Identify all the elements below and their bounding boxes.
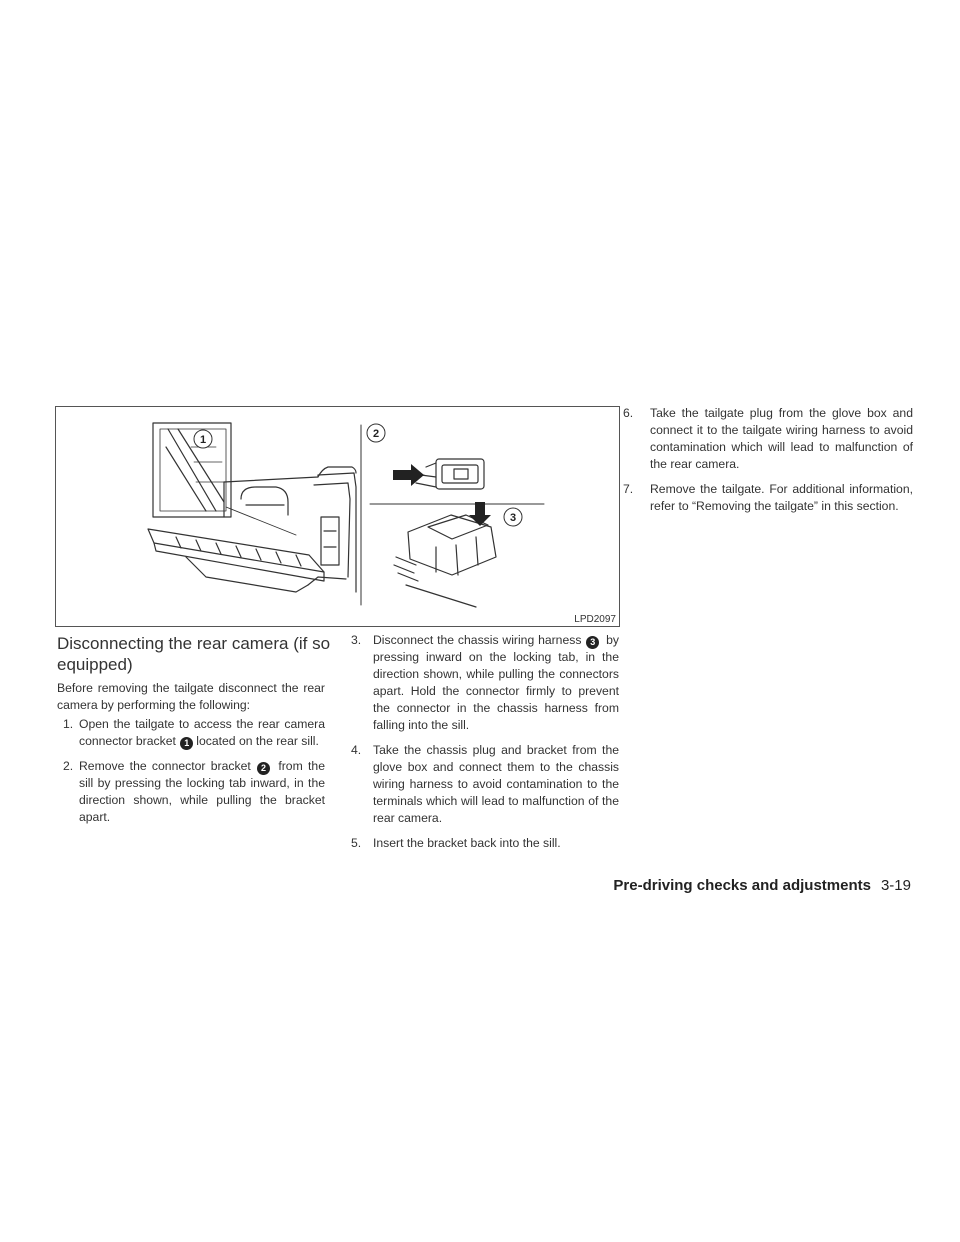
step-3 xyxy=(351,632,619,734)
callout-label-2: 2 xyxy=(372,428,380,440)
callout-label-3: 3 xyxy=(509,512,517,524)
step-text: Remove the tailgate. For additional information, refer to “Removing the tailgate” in this section. xyxy=(650,482,913,513)
column-1 xyxy=(57,680,325,826)
callout-badge-3: 3 xyxy=(586,636,599,649)
step-text: Take the chassis plug and bracket from the glove box and connect them to the chassis wiring harness to avoid contamination to the terminals which will lead to malfunction of the rear camera. xyxy=(373,743,619,825)
step-number: 4. xyxy=(351,743,362,757)
figure-code: LPD2097 xyxy=(574,614,616,625)
step-number: 2. xyxy=(63,759,74,773)
section-title: Disconnecting the rear camera (if so equipped) xyxy=(57,634,331,674)
step-1 xyxy=(57,716,325,750)
step-number: 7. xyxy=(623,482,634,496)
column-3 xyxy=(621,405,913,515)
chapter-title: Pre-driving checks and adjustments xyxy=(613,877,871,894)
step-6 xyxy=(621,405,913,473)
page-footer xyxy=(613,876,911,896)
step-5 xyxy=(351,835,619,852)
callout-badge-2: 2 xyxy=(257,762,270,775)
step-number: 1. xyxy=(63,717,74,731)
step-4 xyxy=(351,742,619,827)
step-7 xyxy=(621,481,913,515)
step-text-cont: from the sill by pressing the locking tab inward, in the direction shown, while pulling the bracket apart. xyxy=(79,759,325,824)
tailgate-connector-illustration xyxy=(56,407,620,627)
step-number: 6. xyxy=(623,406,634,420)
step-text: Insert the bracket back into the sill. xyxy=(373,836,561,850)
step-text: Open the tailgate to access the rear camera connector bracket xyxy=(79,717,325,748)
step-text: Remove the connector bracket xyxy=(79,759,251,773)
illustration-figure xyxy=(55,406,620,627)
direction-arrow-right xyxy=(393,464,424,486)
direction-arrow-down xyxy=(469,502,491,526)
page-number: 3-19 xyxy=(880,877,911,894)
column-2 xyxy=(351,632,619,852)
callout-label-1: 1 xyxy=(199,434,207,446)
step-text: Disconnect the chassis wiring harness xyxy=(373,633,582,647)
intro-paragraph: Before removing the tailgate disconnect the rear camera by performing the following: xyxy=(57,681,325,712)
callout-badge-1: 1 xyxy=(180,737,193,750)
step-2 xyxy=(57,758,325,826)
step-text: Take the tailgate plug from the glove box and connect it to the tailgate wiring harness to avoid contamination which will lead to malfunction of the rear camera. xyxy=(650,406,913,471)
step-text-cont: located on the rear sill. xyxy=(196,734,319,748)
step-number: 5. xyxy=(351,836,362,850)
step-number: 3. xyxy=(351,633,362,647)
step-text-cont: by pressing inward on the locking tab, in the direction shown, while pulling the connectors apart. Hold the connector firmly to prevent the connector in the chassis harness from falling into the sill. xyxy=(373,633,619,732)
